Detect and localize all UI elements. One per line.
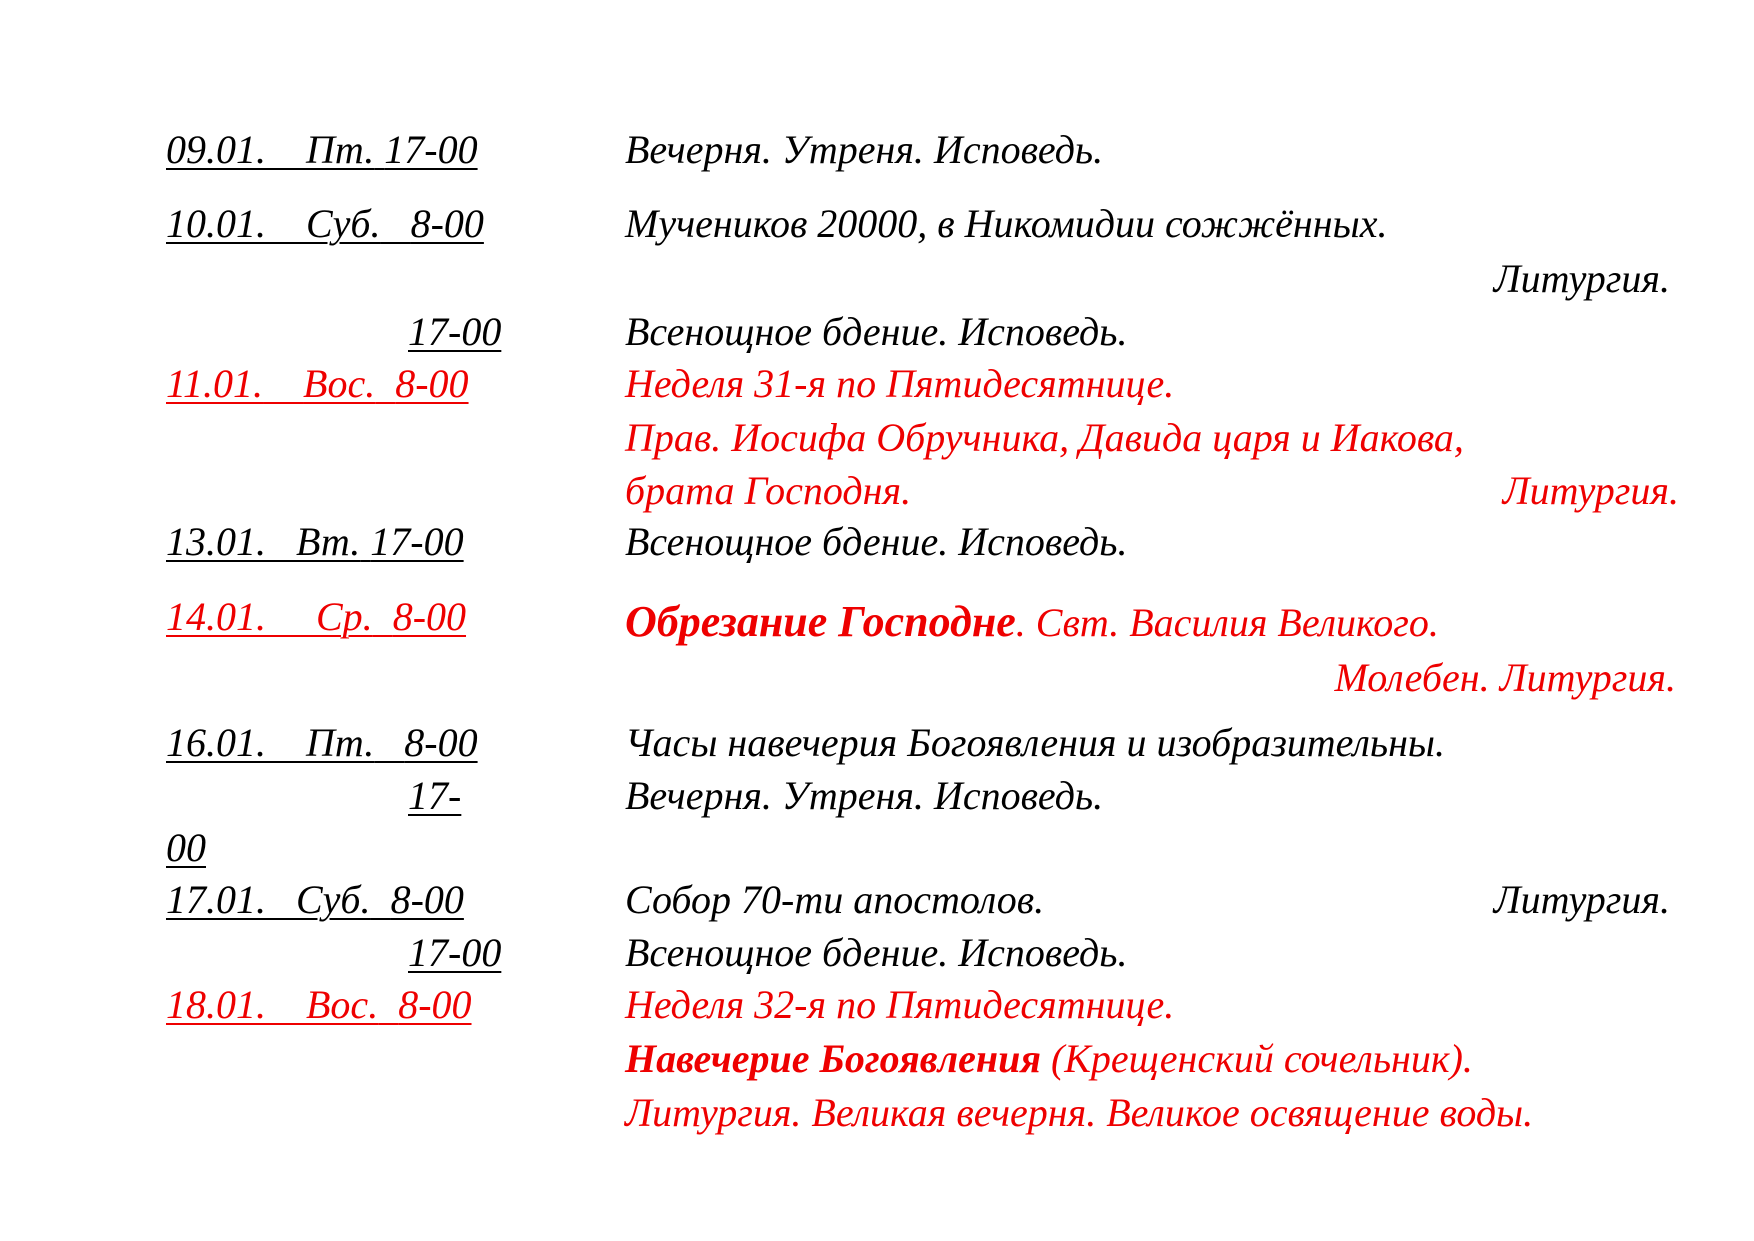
feast-title: Навечерие Богоявления — [625, 1036, 1041, 1081]
entry-service: Литургия. — [1502, 468, 1679, 513]
entry-date: 09.01. Пт. 17-00 — [166, 127, 478, 172]
entry-text: Всенощное бдение. Исповедь. — [625, 309, 1128, 354]
entry-date: 18.01. Вос. 8-00 — [166, 982, 472, 1027]
entry-text: Вечерня. Утреня. Исповедь. — [625, 127, 1104, 172]
entry-service: Литургия. — [1493, 877, 1670, 922]
entry-text: брата Господня. — [625, 468, 912, 513]
entry-time: 17-00 — [408, 309, 502, 354]
entry-text: Неделя 32-я по Пятидесятнице. — [625, 982, 1175, 1027]
entry-time: 17- — [408, 773, 462, 818]
entry-text: Мучеников 20000, в Никомидии сожжённых. — [625, 201, 1388, 246]
entry-text: Навечерие Богоявления (Крещенский сочельник). — [625, 1036, 1473, 1081]
entry-service: Литургия. — [1493, 256, 1670, 301]
entry-date: 16.01. Пт. 8-00 — [166, 720, 478, 765]
entry-text: Собор 70-ти апостолов. — [625, 877, 1045, 922]
entry-text: Всенощное бдение. Исповедь. — [625, 519, 1128, 564]
entry-text: Вечерня. Утреня. Исповедь. — [625, 773, 1104, 818]
entry-service: Молебен. Литургия. — [1334, 655, 1676, 700]
entry-time: 00 — [166, 825, 206, 870]
entry-text: Всенощное бдение. Исповедь. — [625, 930, 1128, 975]
entry-text: Прав. Иосифа Обручника, Давида царя и Иакова, — [625, 415, 1464, 460]
entry-date: 11.01. Вос. 8-00 — [166, 361, 469, 406]
entry-text: Литургия. Великая вечерня. Великое освящение воды. — [625, 1090, 1534, 1135]
entry-text: Обрезание Господне. Свт. Василия Великого. — [625, 597, 1439, 646]
entry-time: 17-00 — [408, 930, 502, 975]
entry-text: Неделя 31-я по Пятидесятнице. — [625, 361, 1175, 406]
feast-title: Обрезание Господне — [625, 597, 1016, 646]
entry-text: Часы навечерия Богоявления и изобразительны. — [625, 720, 1446, 765]
entry-date: 14.01. Ср. 8-00 — [166, 594, 467, 639]
entry-date: 13.01. Вт. 17-00 — [166, 519, 464, 564]
entry-date: 10.01. Суб. 8-00 — [166, 201, 484, 246]
entry-date: 17.01. Суб. 8-00 — [166, 877, 464, 922]
